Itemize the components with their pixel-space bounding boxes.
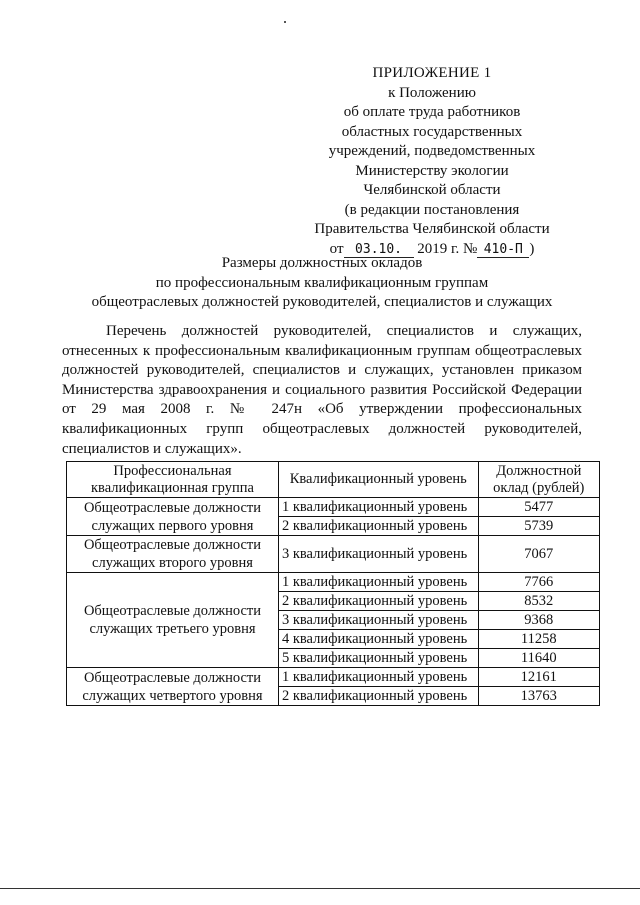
level-cell: 3 квалификационный уровень	[278, 536, 478, 573]
header-group: Профессиональная квалификационная группа	[67, 462, 279, 498]
close-paren: )	[529, 240, 535, 257]
level-cell: 1 квалификационный уровень	[278, 668, 478, 687]
year-text: 2019 г. №	[417, 240, 478, 257]
level-cell: 1 квалификационный уровень	[278, 498, 478, 517]
document-heading	[62, 254, 582, 313]
appendix-line: учреждений, подведомственных	[328, 143, 536, 159]
resolution-number: 410-П	[477, 242, 529, 258]
appendix-line: областных государственных	[341, 123, 523, 140]
table-row	[67, 573, 600, 592]
salary-cell: 11258	[478, 630, 599, 649]
level-cell: 5 квалификационный уровень	[278, 649, 478, 668]
header-level: Квалификационный уровень	[278, 462, 478, 498]
appendix-line: Министерству экологии	[355, 162, 509, 179]
salary-cell: 13763	[478, 687, 599, 706]
page-bottom-rule	[0, 888, 640, 889]
appendix-line: к Положению	[388, 84, 476, 101]
salary-cell: 9368	[478, 611, 599, 630]
salary-cell: 5477	[478, 498, 599, 517]
table-header-row	[67, 462, 600, 498]
level-cell: 2 квалификационный уровень	[278, 517, 478, 536]
appendix-line: об оплате труда работников	[343, 104, 521, 120]
intro-paragraph: Перечень должностей руководителей, специалистов и служащих, отнесенных к профессиональным квалификационным группам общеотраслевых должностей руководителей, специалистов и служащих, установлен приказом Министерства здравоохранения и социального развития Российской Федерации от 29 мая 2008 г. № 247н «Об утверждении профессиональных квалификационных групп общеотраслевых должностей руководителей, специалистов и служащих».	[62, 323, 582, 457]
group-name: Общеотраслевые должности служащих третьего уровня	[67, 573, 279, 668]
salary-cell: 7766	[478, 573, 599, 592]
table-row	[67, 498, 600, 517]
level-cell: 3 квалификационный уровень	[278, 611, 478, 630]
level-cell: 2 квалификационный уровень	[278, 687, 478, 706]
appendix-line: Правительства Челябинской области	[314, 221, 550, 237]
salary-cell: 5739	[478, 517, 599, 536]
salary-cell: 12161	[478, 668, 599, 687]
level-cell: 2 квалификационный уровень	[278, 592, 478, 611]
heading-line: Размеры должностных окладов	[221, 255, 423, 271]
resolution-date: 03.10.	[344, 242, 414, 258]
heading-line: по профессиональным квалификационным группам	[155, 274, 489, 291]
table-row	[67, 668, 600, 687]
header-salary: Должностной оклад (рублей)	[478, 462, 599, 498]
date-prefix: от	[329, 240, 344, 257]
group-name: Общеотраслевые должности служащих второго уровня	[67, 536, 279, 573]
appendix-block	[282, 64, 582, 259]
appendix-line: Челябинской области	[363, 182, 501, 198]
salary-cell: 11640	[478, 649, 599, 668]
group-name: Общеотраслевые должности служащих первого уровня	[67, 498, 279, 536]
appendix-title: ПРИЛОЖЕНИЕ 1	[372, 65, 492, 81]
table-row	[67, 536, 600, 573]
salary-table	[66, 461, 600, 706]
level-cell: 1 квалификационный уровень	[278, 573, 478, 592]
heading-line: общеотраслевых должностей руководителей, специалистов и служащих	[91, 294, 553, 310]
salary-cell: 8532	[478, 592, 599, 611]
scan-mark	[284, 21, 286, 23]
group-name: Общеотраслевые должности служащих четвертого уровня	[67, 668, 279, 706]
level-cell: 4 квалификационный уровень	[278, 630, 478, 649]
appendix-line: (в редакции постановления	[344, 201, 520, 218]
salary-cell: 7067	[478, 536, 599, 573]
